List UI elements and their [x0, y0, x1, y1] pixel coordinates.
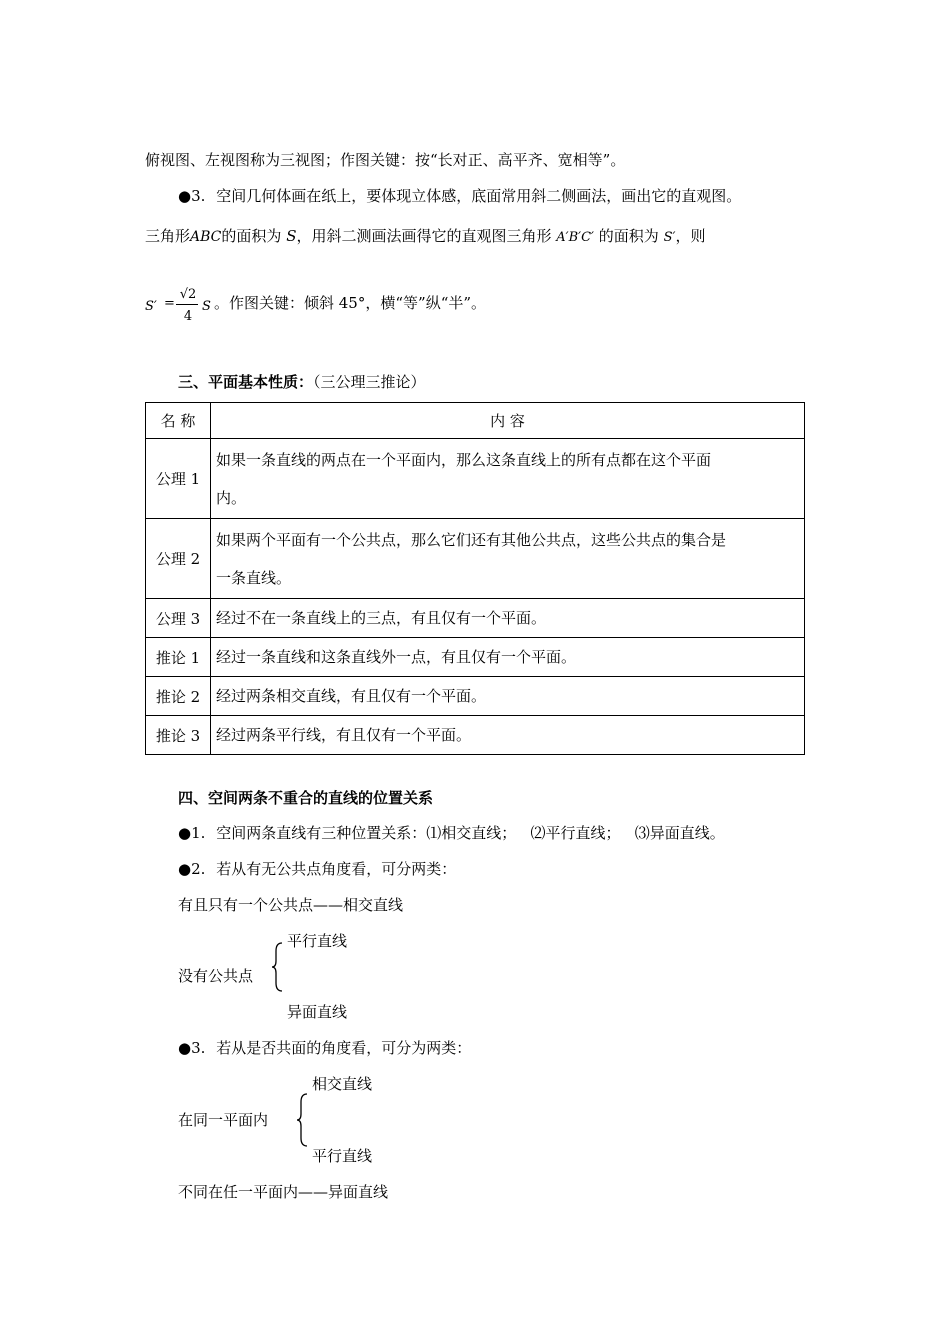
bullet-3-text: 若从是否共面的角度看，可分为两类： [216, 1039, 472, 1057]
area-s: S [286, 227, 297, 245]
section-3-heading [178, 372, 426, 392]
parallel-lines-label: 平行直线 [287, 932, 348, 950]
bullet-2-text: 若从有无公共点角度看，可分两类： [216, 860, 457, 878]
formula-equals: = [164, 296, 175, 311]
bullet-1-text: 空间两条直线有三种位置关系：⑴相交直线； ⑵平行直线； ⑶异面直线。 [216, 824, 725, 842]
brace-icon [271, 941, 285, 993]
bullet-1: ●1. [178, 824, 206, 842]
different-plane: 不同在任一平面内——异面直线 [178, 1183, 389, 1201]
text-segment: ，用斜二测画法画得它的直观图三角形 [296, 227, 552, 245]
text-segment: 的面积为 [221, 227, 282, 245]
text-segment: 三角形 [145, 227, 191, 245]
table-row [146, 677, 805, 716]
skew-lines-label: 异面直线 [287, 1003, 348, 1021]
row-line: 如果两个平面有一个公共点，那么它们还有其他公共点，这些公共点的集合是 [216, 530, 727, 549]
brace-icon [296, 1092, 310, 1148]
bullet-3: ●3. [178, 187, 206, 205]
text-segment: 的面积为 [598, 227, 659, 245]
formula-lhs: S′ [145, 299, 157, 314]
bullet-2-line [178, 859, 456, 879]
table-row [146, 519, 805, 599]
same-plane: 在同一平面内 [178, 1111, 269, 1129]
table-row [146, 716, 805, 755]
formula-s: S [202, 299, 211, 314]
row-content: 经过不在一条直线上的三点，有且仅有一个平面。 [211, 599, 805, 638]
table-row [146, 638, 805, 677]
row-line: 如果一条直线的两点在一个平面内，那么这条直线上的所有点都在这个平面 [216, 450, 712, 469]
row-name: 公理 3 [146, 599, 211, 638]
formula-numerator: √2 [179, 287, 197, 302]
paragraph-oblique-drawing [178, 186, 741, 206]
bullet-3-line [178, 1038, 471, 1058]
one-common-point: 有且只有一个公共点——相交直线 [178, 896, 404, 914]
row-name: 推论 3 [146, 716, 211, 755]
row-content: 经过两条平行线，有且仅有一个平面。 [211, 716, 805, 755]
row-content: 经过一条直线和这条直线外一点，有且仅有一个平面。 [211, 638, 805, 677]
row-name: 公理 1 [146, 439, 211, 519]
section-3-subtitle: （三公理三推论） [313, 373, 426, 391]
row-line: 一条直线。 [216, 568, 292, 587]
row-name: 推论 1 [146, 638, 211, 677]
row-content [211, 439, 805, 519]
header-content: 内 容 [211, 403, 805, 439]
row-content [211, 519, 805, 599]
formula-tail: 。作图关键：倾斜 45°，横“等”纵“半”。 [214, 294, 487, 312]
bullet-2: ●2. [178, 860, 206, 878]
section-4-title: 四、空间两条不重合的直线的位置关系 [178, 789, 434, 807]
row-line: 内。 [216, 488, 247, 507]
header-name: 名 称 [146, 403, 211, 439]
text-segment: ，则 [675, 227, 706, 245]
row-content: 经过两条相交直线，有且仅有一个平面。 [211, 677, 805, 716]
parallel-lines-label-2: 平行直线 [312, 1147, 373, 1165]
bullet-3b: ●3. [178, 1039, 206, 1057]
no-common-point: 没有公共点 [178, 967, 254, 985]
paragraph-triangle-area [145, 226, 705, 248]
triangle-abc: ABC [190, 229, 222, 245]
intersect-lines-label: 相交直线 [312, 1075, 373, 1093]
table-header-row [146, 403, 805, 439]
fraction-bar [176, 304, 198, 305]
bullet-1-line [178, 823, 725, 843]
paragraph-three-views: 俯视图、左视图称为三视图；作图关键：按“长对正、高平齐、宽相等”。 [145, 151, 626, 169]
formula-denominator: 4 [183, 309, 193, 324]
paragraph-text: 空间几何体画在纸上，要体现立体感，底面常用斜二侧画法，画出它的直观图。 [216, 187, 742, 205]
area-s-prime: S′ [663, 230, 676, 245]
table-row [146, 599, 805, 638]
triangle-abc-prime: A′B′C′ [556, 230, 595, 245]
section-3-title: 三、平面基本性质： [178, 373, 314, 391]
row-name: 推论 2 [146, 677, 211, 716]
axioms-table [145, 402, 805, 755]
table-row [146, 439, 805, 519]
row-name: 公理 2 [146, 519, 211, 599]
